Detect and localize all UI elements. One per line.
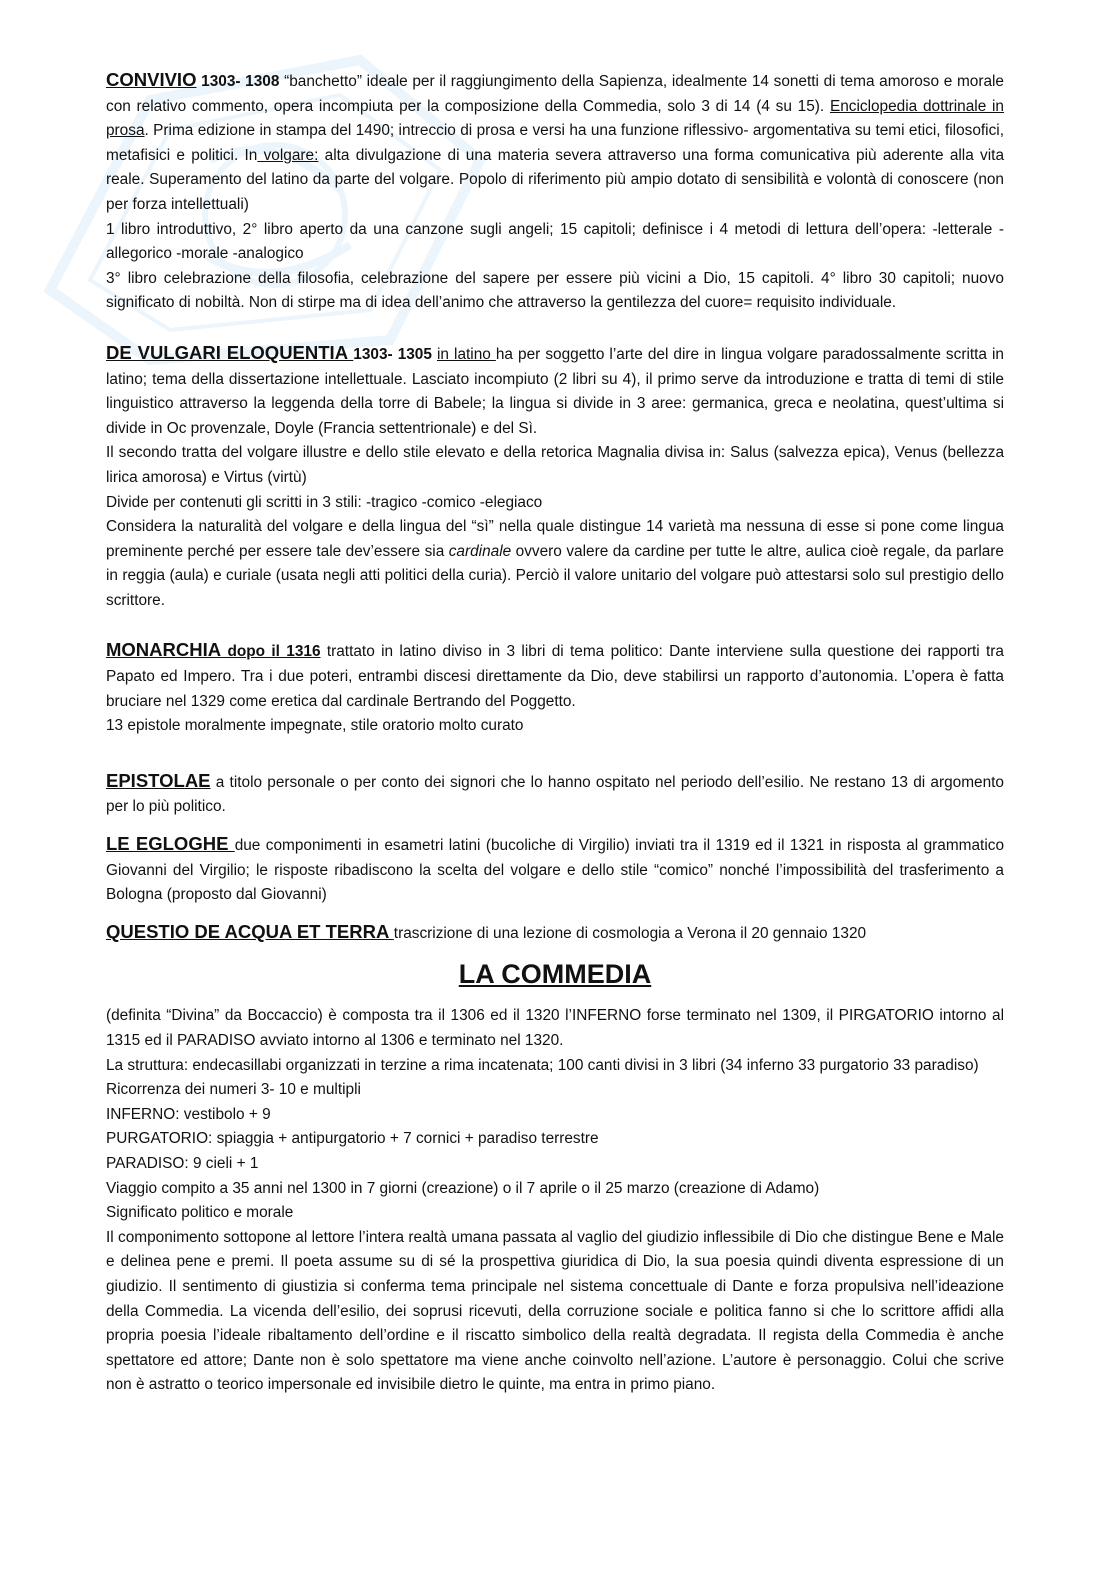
commedia-line-5: PARADISO: 9 cieli + 1 [106, 1154, 259, 1172]
monarchia-dates: dopo il 1316 [221, 643, 321, 661]
document-content [106, 68, 1004, 1398]
commedia-line-1: La struttura: endecasillabi organizzati in terzine a rima incatenata; 100 canti divisi in 3 libri (34 inferno 33 purgatorio 33 paradiso) [106, 1056, 979, 1074]
dve-text-2: Il secondo tratta del volgare illustre e dello stile elevato e della retorica Magnalia divisa in: Salus (salvezza epica), Venus (bellezza lirica amorosa) e Virtus (virtù) [106, 444, 1004, 486]
convivio-enciclopedia: Enciclopedia dottrinale in prosa [106, 97, 1004, 140]
convivio-dates: 1303- 1308 [201, 73, 280, 90]
epistolae-paragraph [106, 769, 1004, 820]
dve-cardinale: cardinale [448, 542, 512, 560]
dve-latino: in latino [437, 345, 496, 363]
commedia-line-6: Viaggio compito a 35 anni nel 1300 in 7 giorni (creazione) o il 7 aprile o il 25 marzo (creazione di Adamo) [106, 1179, 820, 1197]
dve-dates: 1303- 1305 [353, 345, 432, 363]
monarchia-heading: MONARCHIA [106, 639, 222, 661]
convivio-heading: CONVIVIO [106, 69, 197, 90]
dve-text-3: Divide per contenuti gli scritti in 3 stili: -tragico -comico -elegiaco [106, 493, 543, 511]
convivio-volgare: volgare: [257, 146, 319, 164]
dve-paragraph [106, 341, 1004, 441]
egloghe-heading: LE EGLOGHE [106, 833, 235, 855]
commedia-line-3: INFERNO: vestibolo + 9 [106, 1105, 271, 1123]
convivio-books-2: 3° libro celebrazione della filosofia, celebrazione del sapere per essere più vicini a Dio, 15 capitoli. 4° libro 30 capitoli; nuovo significato di nobiltà. Non di stirpe ma di idea dell’animo che attraverso la gentilezza del cuore= requisito individuale. [106, 269, 1004, 312]
convivio-books-1: 1 libro introduttivo, 2° libro aperto da una canzone sugli angeli; 15 capitoli; definisce i 4 metodi di lettura dell’opera: -letterale -allegorico -morale -analogico [106, 220, 1004, 263]
convivio-text-3: alta divulgazione di una materia severa attraverso una forma comunicativa più aderente alla vita reale. Superamento del latino da parte del volgare. Popolo di riferimento più ampio dotato di sensibilità e volontà di conoscere (non per forza intellettuali) [106, 146, 1004, 213]
convivio-paragraph [106, 68, 1004, 218]
commedia-line-2: Ricorrenza dei numeri 3- 10 e multipli [106, 1081, 361, 1099]
egloghe-text: due componimenti in esametri latini (bucoliche di Virgilio) inviati tra il 1319 ed il 1321 in risposta al grammatico Giovanni del Virgilio; le risposte ribadiscono la scelta del volgare e dello stile “comico” nonché l’impossibilità del trasferimento a Bologna (proposto dal Giovanni) [106, 837, 1005, 904]
convivio-text-1: “banchetto” ideale per il raggiungimento della Sapienza, idealmente 14 sonetti di tema amoroso e morale con relativo commento, opera incompiuta per la composizione della Commedia, solo 3 di 14 (4 su 15). [106, 73, 1004, 115]
dve-text-4 [106, 515, 1004, 613]
dve-text-4a: Considera la naturalità del volgare e della lingua del “sì” nella quale distingue 14 varietà ma nessuna di esse si pone come lingua preminente perché per essere tale dev’essere sia [106, 518, 1004, 560]
dve-heading: DE VULGARI ELOQUENTIA [106, 341, 354, 363]
commedia-line-7: Significato politico e morale [106, 1204, 294, 1222]
dve-text-4c: ovvero valere da cardine per tutte le altre, aulica cioè regale, da parlare in reggia (aula) e curiale (usata negli atti politici della curia). Perciò il valore unitario del volgare può attestarsi solo sul prestigio dello scrittore. [106, 542, 1004, 609]
epistolae-text: a titolo personale o per conto dei signori che lo hanno ospitato nel periodo dell’esilio. Ne restano 13 di argomento per lo più politico. [106, 773, 1004, 816]
monarchia-text-1: trattato in latino diviso in 3 libri di tema politico: Dante interviene sulla questione dei rapporti tra Papato ed Impero. Tra i due poteri, entrambi discesi direttamente da Dio, deve stabilirsi un rapporto d’autonomia. L’opera è fatta bruciare nel 1329 come eretica dal cardinale Bertrando del Poggetto. [106, 643, 1004, 710]
questio-paragraph [106, 920, 1004, 947]
monarchia-text-2: 13 epistole moralmente impegnate, stile oratorio molto curato [106, 717, 524, 735]
commedia-line-4: PURGATORIO: spiaggia + antipurgatorio + 7 cornici + paradiso terrestre [106, 1130, 599, 1148]
commedia-line-0: (definita “Divina” da Boccaccio) è composta tra il 1306 ed il 1320 l’INFERNO forse terminato nel 1309, il PIRGATORIO intorno al 1315 ed il PARADISO avviato intorno al 1306 e terminato nel 1320. [106, 1007, 1004, 1049]
convivio-text-2: . Prima edizione in stampa del 1490; intreccio di prosa e versi ha una funzione riflessivo- argomentativa su temi etici, filosofici, metafisici e politici. In [106, 122, 1004, 164]
egloghe-paragraph [106, 832, 1004, 908]
questio-text: trascrizione di una lezione di cosmologia a Verona il 20 gennaio 1320 [393, 924, 867, 942]
commedia-line-8: Il componimento sottopone al lettore l’intera realtà umana passata al vaglio del giudizio inflessibile di Dio che distingue Bene e Male e delinea pene e premi. Il poeta assume su di sé la prospettiva giuridica di Dio, la sua poesia quindi diventa espressione di un giudizio. Il sentimento di giustizia si conferma tema principale nel sistema concettuale di Dante e forza propulsiva nell’ideazione della Commedia. La vicenda dell’esilio, dei soprusi ricevuti, della corruzione sociale e politica fanno si che lo scrittore affidi alla propria poesia l’ideale ribaltamento dell’ordine e il riscatto simbolico della realtà degradata. Il regista della Commedia è anche spettatore ed attore; Dante non è solo spettatore ma viene anche coinvolto nell’azione. L’autore è personaggio. Colui che scrive non è astratto o teorico impersonale ed invisibile dietro le quinte, ma entra in primo piano. [106, 1228, 1004, 1394]
dve-text-1: ha per soggetto l’arte del dire in lingua volgare paradossalmente scritta in latino; tema della dissertazione intellettuale. Lasciato incompiuto (2 libri su 4), il primo serve da introduzione e tratta di temi di stile linguistico attraverso la leggenda della torre di Babele; la lingua si divide in 3 aree: germanica, greca e neolatina, quest’ultima si divide in Oc provenzale, Doyle (Francia settentrionale) e del Sì. [106, 345, 1004, 437]
questio-heading: QUESTIO DE ACQUA ET TERRA [106, 920, 394, 942]
commedia-title: LA COMMEDIA [458, 959, 652, 990]
monarchia-paragraph [106, 638, 1004, 714]
epistolae-heading: EPISTOLAE [106, 769, 211, 791]
